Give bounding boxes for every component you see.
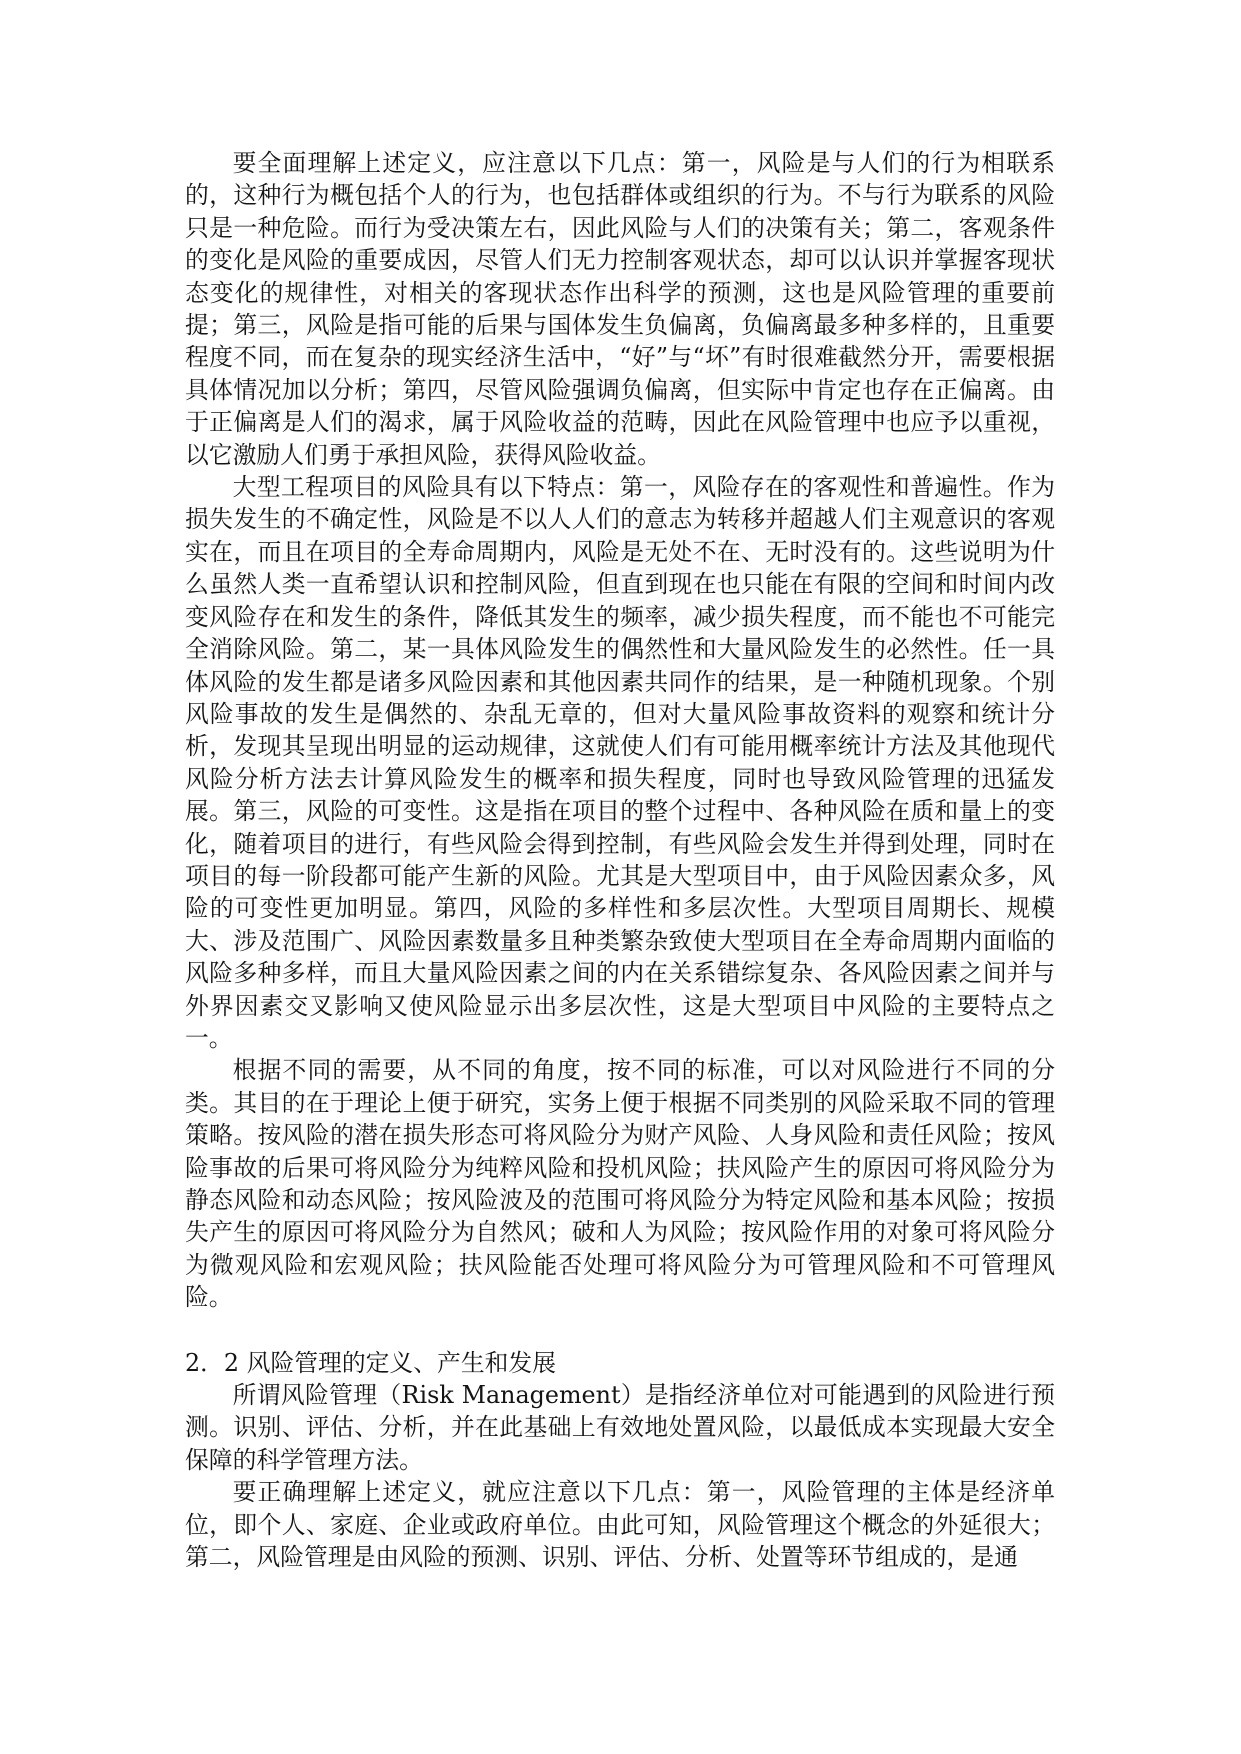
paragraph-definition-notes: 要全面理解上述定义，应注意以下几点：第一，风险是与人们的行为相联系的，这种行为概包括个人的行为，也包括群体或组织的行为。不与行为联系的风险只是一种危险。而行为受决策左右，因此风险与人们的决策有关；第二，客观条件的变化是风险的重要成因，尽管人们无力控制客观状态，却可以认识并掌握客现状态变化的规律性，对相关的客现状态作出科学的预测，这也是风险管理的重要前提；第三，风险是指可能的后果与国体发生负偏离，负偏离最多种多样的，且重要程度不同，而在复杂的现实经济生活中，“好”与“坏”有时很难截然分开，需要根据具体情况加以分析；第四，尽管风险强调负偏离，但实际中肯定也存在正偏离。由于正偏离是人们的渴求，属于风险收益的范畴，因此在风险管理中也应予以重视，以它激励人们勇于承担风险，获得风险收益。: [185, 149, 1055, 469]
paragraph-risk-management-definition: 所谓风险管理（Risk Management）是指经济单位对可能遇到的风险进行预测。识别、评估、分析，并在此基础上有效地处置风险，以最低成本实现最大安全保障的科学管理方法。: [185, 1381, 1055, 1474]
paragraph-risk-characteristics: 大型工程项目的风险具有以下特点：第一，风险存在的客观性和普遍性。作为损失发生的不确定性，风险是不以人人们的意志为转移并超越人们主观意识的客观实在，而且在项目的全寿命周期内，风险是无处不在、无时没有的。这些说明为什么虽然人类一直希望认识和控制风险，但直到现在也只能在有限的空间和时间内改变风险存在和发生的条件，降低其发生的频率，减少损失程度，而不能也不可能完全消除风险。第二，某一具体风险发生的偶然性和大量风险发生的必然性。任一具体风险的发生都是诸多风险因素和其他因素共同作的结果，是一种随机现象。个别风险事故的发生是偶然的、杂乱无章的，但对大量风险事故资料的观察和统计分析，发现其呈现出明显的运动规律，这就使人们有可能用概率统计方法及其他现代风险分析方法去计算风险发生的概率和损失程度，同时也导致风险管理的迅猛发展。第三，风险的可变性。这是指在项目的整个过程中、各种风险在质和量上的变化，随着项目的进行，有些风险会得到控制，有些风险会发生并得到处理，同时在项目的每一阶段都可能产生新的风险。尤其是大型项目中，由于风险因素众多，风险的可变性更加明显。第四，风险的多样性和多层次性。大型项目周期长、规模大、涉及范围广、风险因素数量多且种类繁杂致使大型项目在全寿命周期内面临的风险多种多样，而且大量风险因素之间的内在关系错综复杂、各风险因素之间并与外界因素交叉影响又使风险显示出多层次性，这是大型项目中风险的主要特点之一。: [185, 473, 1055, 1052]
document-page: [185, 147, 1055, 1573]
paragraph-risk-classification: 根据不同的需要，从不同的角度，按不同的标准，可以对风险进行不同的分类。其目的在于理论上便于研究，实务上便于根据不同类别的风险采取不同的管理策略。按风险的潜在损失形态可将风险分为财产风险、人身风险和责任风险；按风险事故的后果可将风险分为纯粹风险和投机风险；扶风险产生的原因可将风险分为静态风险和动态风险；按风险波及的范围可将风险分为特定风险和基本风险；按损失产生的原因可将风险分为自然风；破和人为风险；按风险作用的对象可将风险分为微观风险和宏观风险；扶风险能否处理可将风险分为可管理风险和不可管理风险。: [185, 1056, 1055, 1312]
paragraph-risk-management-notes: 要正确理解上述定义，就应注意以下几点：第一，风险管理的主体是经济单位，即个人、家庭、企业或政府单位。由此可知，风险管理这个概念的外延很大；第二，风险管理是由风险的预测、识别、评估、分析、处置等环节组成的，是通: [185, 1478, 1055, 1572]
section-heading: 2．2 风险管理的定义、产生和发展: [185, 1348, 557, 1377]
